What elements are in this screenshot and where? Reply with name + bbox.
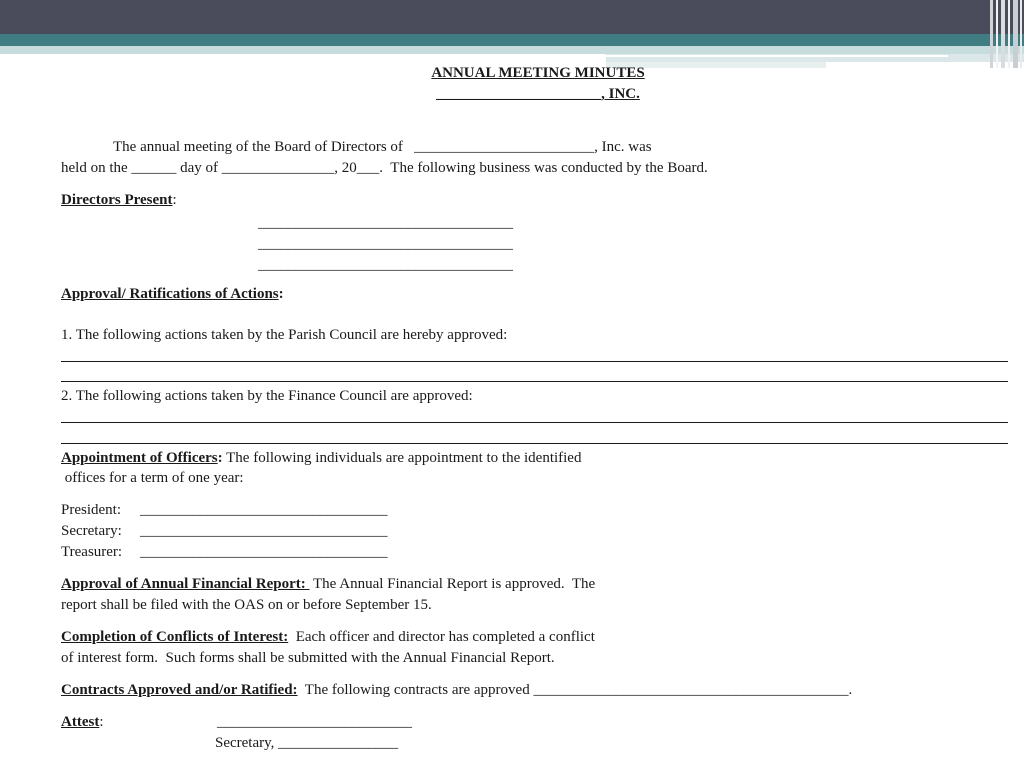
financial-text-line-2: report shall be filed with the OAS on or before September 15. [61, 597, 432, 613]
attest-heading [61, 712, 104, 732]
parish-blank-line-2 [61, 381, 1008, 382]
approval-item-1: 1. The following actions taken by the Parish Council are hereby approved: [61, 327, 508, 343]
conflicts-text-line-1: Each officer and director has completed a conflict [288, 629, 595, 645]
contracts-paragraph [61, 680, 852, 700]
attest-secretary-line: Secretary, ________________ [215, 735, 399, 751]
document-subtitle: ______________________, INC. [436, 86, 640, 102]
officer-label: Secretary: [61, 523, 122, 539]
document-title: ANNUAL MEETING MINUTES [431, 65, 645, 81]
directors-heading-colon: : [172, 192, 177, 208]
officers-paragraph-line-1 [61, 448, 581, 468]
approval-heading-colon: : [278, 286, 284, 302]
officer-blank: _________________________________ [140, 544, 388, 560]
header-teal-bar [0, 34, 1024, 46]
financial-text-line-1: The Annual Financial Report is approved. The [309, 576, 596, 592]
officer-row-president [61, 500, 388, 520]
approval-heading [61, 284, 284, 304]
contracts-text: The following contracts are approved __________________________________________. [297, 682, 853, 698]
approval-heading-label: Approval/ Ratifications of Actions [61, 286, 279, 302]
finance-blank-line-1 [61, 422, 1008, 423]
financial-paragraph-line-1 [61, 574, 595, 594]
header-dark-bar [0, 0, 1024, 34]
header-white-rule [606, 55, 948, 57]
parish-blank-line-1 [61, 361, 1008, 362]
officers-text-line-1: The following individuals are appointment to the identified [222, 450, 582, 466]
conflicts-paragraph-line-1 [61, 627, 595, 647]
attest-heading-colon: : [99, 714, 104, 730]
director-blank-line-3: __________________________________ [258, 257, 513, 273]
officer-label: President: [61, 502, 121, 518]
conflicts-text-line-2: of interest form. Such forms shall be submitted with the Annual Financial Report. [61, 650, 555, 666]
officer-blank: _________________________________ [140, 523, 388, 539]
finance-blank-line-2 [61, 443, 1008, 444]
header-teal-light-bar [0, 46, 1024, 54]
financial-heading: Approval of Annual Financial Report: [61, 576, 310, 592]
conflicts-heading: Completion of Conflicts of Interest: [61, 629, 289, 645]
officers-heading: Appointment of Officers [61, 450, 218, 466]
officers-text-line-2: offices for a term of one year: [61, 470, 244, 486]
directors-heading-label: Directors Present [61, 192, 173, 208]
director-blank-line-2: __________________________________ [258, 236, 513, 252]
director-blank-line-1: __________________________________ [258, 215, 513, 231]
officers-heading-colon: : [217, 450, 223, 466]
header-vertical-stripes [990, 0, 1024, 68]
intro-line-2: held on the ______ day of _______________, 20___. The following business was conducted by the Board. [61, 160, 708, 176]
contracts-heading: Contracts Approved and/or Ratified: [61, 682, 298, 698]
officer-row-secretary [61, 521, 388, 541]
approval-item-2: 2. The following actions taken by the Finance Council are approved: [61, 388, 473, 404]
officer-blank: _________________________________ [140, 502, 388, 518]
attest-signature-line: __________________________ [217, 714, 412, 730]
directors-present-heading [61, 190, 177, 210]
intro-line-1: The annual meeting of the Board of Directors of ________________________, Inc. was [113, 139, 652, 155]
officer-label: Treasurer: [61, 544, 123, 560]
attest-heading-label: Attest [61, 714, 100, 730]
officer-row-treasurer [61, 542, 388, 562]
